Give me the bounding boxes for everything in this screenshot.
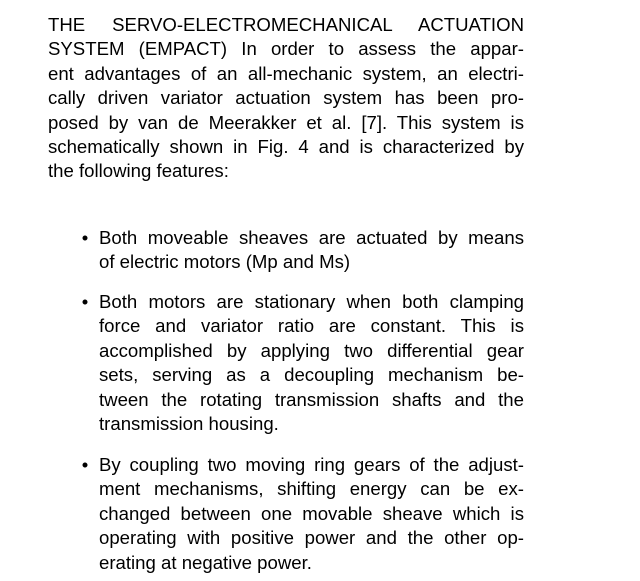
intro-line: the following features: xyxy=(48,160,229,182)
list-item-line: ment mechanisms, shifting energy can be ex- xyxy=(99,478,524,500)
list-item-line: accomplished by applying two differential gear xyxy=(99,339,524,361)
intro-line: ent advantages of an all-mechanic system, an electri- xyxy=(48,62,524,84)
list-item-text xyxy=(99,226,524,275)
bullet-icon: • xyxy=(81,454,89,475)
list-item-line: erating at negative power. xyxy=(99,551,312,573)
list-item-line: Both motors are stationary when both clamping xyxy=(99,291,524,312)
list-item-text xyxy=(99,290,524,436)
bullet-icon: • xyxy=(81,291,89,312)
list-item-line: tween the rotating transmission shafts and the xyxy=(99,388,524,410)
list-item-line: force and variator ratio are constant. This is xyxy=(99,315,524,337)
intro-line: cally driven variator actuation system has been pro- xyxy=(48,87,524,109)
list-item-line: sets, serving as a decoupling mechanism be- xyxy=(99,364,524,386)
list-item-line: By coupling two moving ring gears of the adjust- xyxy=(99,454,524,475)
intro-line: posed by van de Meerakker et al. [7]. This system is xyxy=(48,111,524,133)
bullet-icon: • xyxy=(81,227,89,248)
intro-line: schematically shown in Fig. 4 and is characterized by xyxy=(48,136,524,158)
list-item-line: changed between one movable sheave which is xyxy=(99,502,524,524)
list-item-line: Both moveable sheaves are actuated by means xyxy=(99,227,524,248)
list-item-line: operating with positive power and the other op- xyxy=(99,527,524,549)
list-item-text xyxy=(99,453,524,575)
list-item-line: transmission housing. xyxy=(99,413,279,435)
list-item-line: of electric motors (Mp and Ms) xyxy=(99,251,351,273)
intro-line: THE SERVO-ELECTROMECHANICAL ACTUATION xyxy=(48,14,524,35)
intro-paragraph xyxy=(48,13,524,184)
intro-line: SYSTEM (EMPACT) In order to assess the appar- xyxy=(48,38,524,60)
